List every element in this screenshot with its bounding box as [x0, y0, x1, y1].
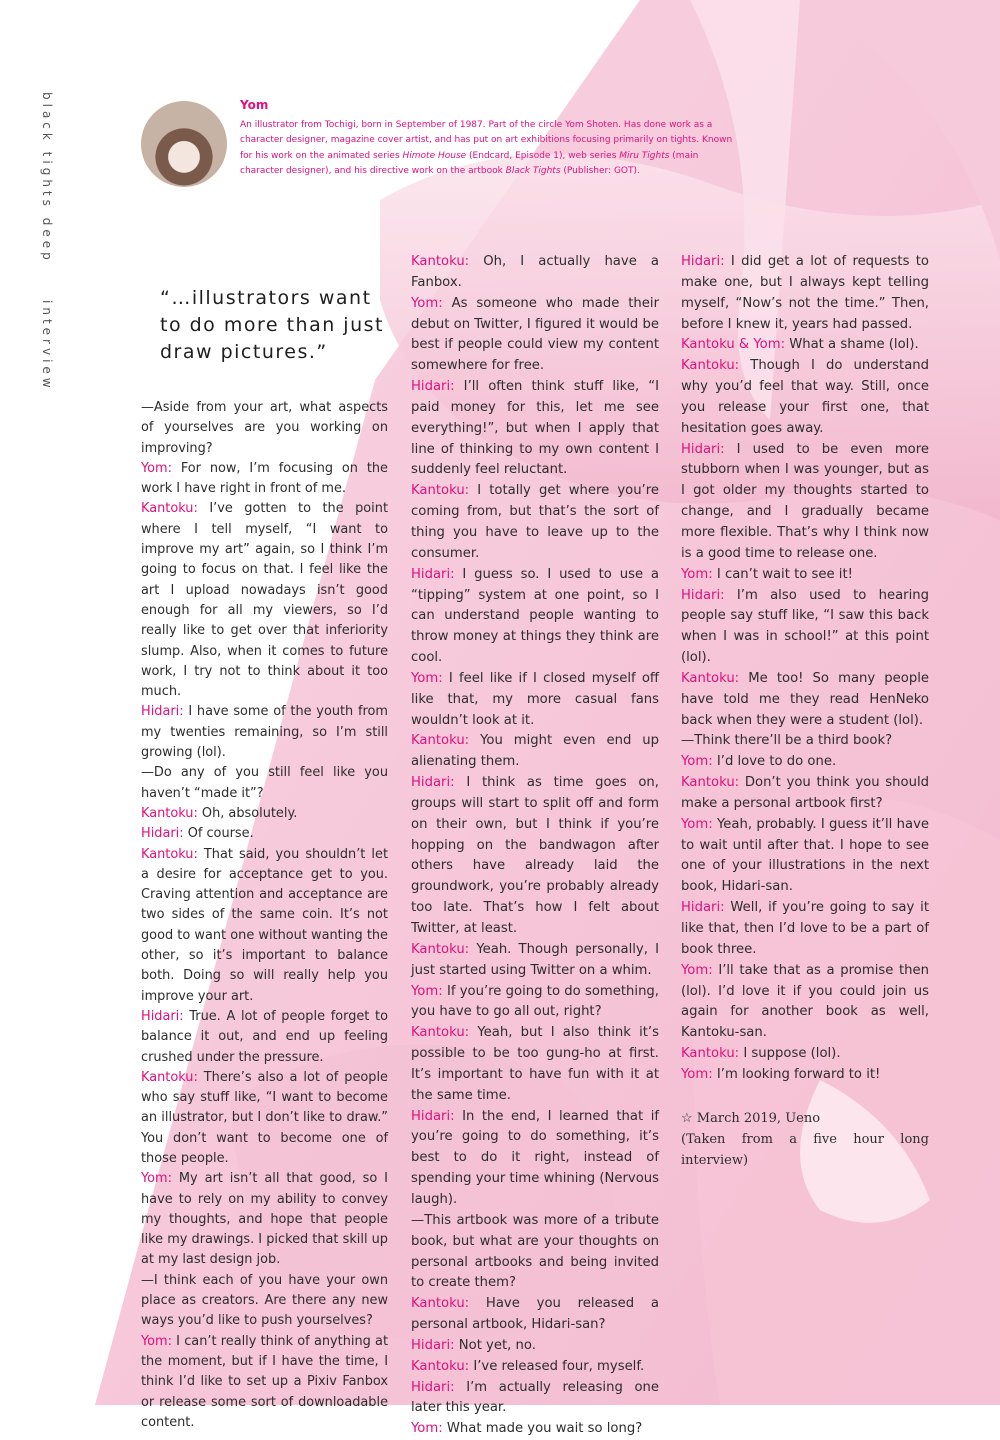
dialogue-line	[411, 731, 659, 773]
side-title: black tights deep	[40, 92, 54, 264]
interviewer-question	[141, 398, 388, 459]
speaker-label: Yom:	[681, 566, 713, 582]
dialogue-text: Have you released a personal artbook, Hidari-san?	[411, 1296, 659, 1333]
dialogue-text: I’m actually releasing one later this year.	[411, 1379, 659, 1416]
column-2	[411, 252, 659, 1440]
dialogue-line	[411, 377, 659, 481]
speaker-label: Kantoku:	[681, 775, 740, 791]
dialogue-line	[411, 669, 659, 732]
bio-line3: (main character designer), and his directive work on the artbook	[240, 150, 699, 176]
dialogue-line	[681, 356, 929, 439]
dialogue-text: I can’t really think of anything at the moment, but if I have the time, I think I’d like to set up a Pixiv Fanbox or release some sort of downloadable content.	[141, 1333, 388, 1430]
dialogue-text: Of course.	[183, 826, 254, 842]
column-1	[141, 398, 388, 1433]
bio-work2: Miru Tights	[619, 150, 670, 161]
dialogue-text: I did get a lot of requests to make one, but I always kept telling myself, “Now’s not the time.” Then, before I knew it, years had passed.	[681, 254, 929, 332]
speaker-label: Hidari:	[411, 775, 455, 791]
footer-note-source: (Taken from a five hour long interview)	[681, 1131, 929, 1168]
interviewer-question	[411, 1211, 659, 1294]
speaker-label: Kantoku:	[411, 254, 470, 269]
column-3-body	[681, 252, 929, 1086]
speaker-label: Kantoku:	[411, 483, 470, 499]
dialogue-line	[681, 1044, 929, 1065]
dialogue-line	[411, 940, 659, 982]
speaker-label: Hidari:	[411, 379, 455, 395]
speaker-label: Hidari:	[141, 1008, 184, 1024]
speaker-label: Kantoku:	[141, 501, 198, 517]
dialogue-text: I’ll often think stuff like, “I paid money for this, let me see everything!”, but when I apply that line of thinking to my own content I suddenly feel reluctant.	[411, 379, 659, 478]
dialogue-text: My art isn’t all that good, so I have to rely on my ability to convey my thoughts, and hope that people like my drawings. I picked that skill up at my last design job.	[141, 1171, 388, 1268]
dialogue-text: Oh, I actually have a Fanbox.	[411, 254, 659, 290]
speaker-label: Yom:	[681, 962, 713, 978]
speaker-label: Hidari:	[411, 1337, 455, 1353]
dialogue-line	[681, 815, 929, 898]
running-section	[40, 300, 54, 392]
speaker-label: Yom:	[141, 460, 172, 476]
dialogue-line	[141, 1332, 388, 1433]
speaker-label: Kantoku:	[411, 733, 470, 749]
dialogue-text: I totally get where you’re coming from, but that’s the sort of thing you have to leave up to the consumer.	[411, 483, 659, 561]
footer-note-date: ☆ March 2019, Ueno	[681, 1110, 821, 1126]
dialogue-text: I’m looking forward to it!	[712, 1066, 881, 1082]
speaker-label: Yom:	[141, 1171, 172, 1187]
dialogue-text: —Think there’ll be a third book?	[681, 733, 893, 749]
dialogue-text: I suppose (lol).	[739, 1046, 841, 1062]
dialogue-line	[681, 586, 929, 669]
speaker-label: Yom:	[681, 754, 713, 770]
speaker-label: Hidari:	[681, 441, 725, 457]
dialogue-line	[681, 565, 929, 586]
dialogue-line	[681, 898, 929, 961]
bio-work3: Black Tights	[505, 165, 561, 176]
dialogue-text: As someone who made their debut on Twitter, I figured it would be best if people could view my content somewhere for free.	[411, 295, 659, 374]
dialogue-line	[681, 1065, 929, 1086]
bio-work1: Himote House	[402, 150, 467, 161]
dialogue-text: I’m also used to hearing people say stuff like, “I saw this back when I was in school!” at this point (lol).	[681, 587, 929, 666]
bio-line4: (Publisher: GOT).	[560, 165, 640, 176]
dialogue-line	[411, 252, 659, 294]
dialogue-text: Oh, absolutely.	[197, 805, 298, 821]
dialogue-text: Yeah, but I also think it’s possible to be too gung-ho at first. It’s important to have fun with it at the same time.	[411, 1025, 659, 1103]
dialogue-line	[411, 773, 659, 940]
dialogue-line	[141, 1068, 388, 1169]
speaker-label: Yom:	[411, 670, 443, 686]
speaker-label: Hidari:	[411, 1379, 455, 1395]
speaker-label: Kantoku:	[141, 846, 198, 862]
dialogue-text: Yeah. Though personally, I just started using Twitter on a whim.	[411, 941, 659, 978]
dialogue-text: —Aside from your art, what aspects of yourselves are you working on improving?	[141, 400, 388, 456]
dialogue-line	[141, 1007, 388, 1068]
dialogue-line	[411, 1419, 659, 1440]
interviewer-question	[141, 763, 388, 804]
bio-line1: An illustrator from Tochigi, born in September of 1987. Part of the circle Yom Shoten. Has done work as a character designer, magazine cover artist, and has put on art exhibitions focusing primarily on tights. Known for his work on the animated series	[240, 120, 733, 161]
speaker-label: Yom:	[411, 295, 443, 311]
dialogue-text: Yeah, probably. I guess it’ll have to wait until after that. I hope to see one of your illustrations in the next book, Hidari-san.	[681, 816, 929, 895]
dialogue-text: I think as time goes on, groups will start to split off and form on their own, but I think if you’re hopping on the bandwagon after others have already laid the groundwork, you’re probably already too late. That’s how I felt about Twitter, at least.	[411, 775, 659, 936]
dialogue-line	[141, 499, 388, 702]
dialogue-line	[681, 252, 929, 335]
dialogue-line	[411, 1023, 659, 1106]
interviewer-question	[141, 1271, 388, 1332]
dialogue-line	[411, 481, 659, 564]
speaker-label: Kantoku:	[681, 670, 740, 686]
speaker-label: Kantoku:	[141, 1069, 198, 1085]
dialogue-line	[681, 440, 929, 565]
speaker-label: Hidari:	[141, 826, 184, 842]
speaker-label: Kantoku:	[411, 941, 470, 957]
dialogue-text: What made you wait so long?	[442, 1421, 643, 1437]
dialogue-text: I’d love to do one.	[712, 754, 837, 770]
bio-name: Yom	[240, 98, 269, 112]
dialogue-line	[411, 1336, 659, 1357]
dialogue-line	[141, 459, 388, 500]
dialogue-line	[681, 752, 929, 773]
dialogue-text: True. A lot of people forget to balance it out, and end up feeling crushed under the pressure.	[141, 1008, 388, 1065]
speaker-label: Yom:	[681, 1066, 713, 1082]
dialogue-line	[411, 1378, 659, 1420]
speaker-label: Kantoku:	[411, 1358, 470, 1374]
dialogue-text: Well, if you’re going to say it like that, then I’d love to be a part of book three.	[681, 900, 929, 957]
speaker-label: Yom:	[411, 1421, 443, 1437]
speaker-label: Kantoku:	[411, 1296, 470, 1312]
avatar	[141, 101, 227, 187]
dialogue-line	[141, 824, 388, 844]
speaker-label: Kantoku:	[681, 1046, 740, 1062]
speaker-label: Yom:	[681, 816, 713, 832]
dialogue-line	[141, 804, 388, 824]
dialogue-text: You might even end up alienating them.	[411, 733, 659, 770]
dialogue-text: I have some of the youth from my twenties remaining, so I’m still growing (lol).	[141, 704, 388, 761]
dialogue-text: For now, I’m focusing on the work I have right in front of me.	[141, 460, 388, 497]
dialogue-line	[681, 961, 929, 1044]
dialogue-line	[411, 982, 659, 1024]
speaker-label: Hidari:	[411, 1108, 455, 1124]
dialogue-text: I’ve gotten to the point where I tell myself, “I want to improve my art” again, so I think I’m going to focus on that. I feel like the art I upload nowadays isn’t good enough for all my viewers, so I’d really like to get over that inferiority slump. Also, when it comes to future work, I try not to think about it too much.	[141, 501, 388, 700]
dialogue-text: —I think each of you have your own place as creators. Are there any new ways you’d like to push yourselves?	[141, 1272, 388, 1329]
dialogue-line	[681, 335, 929, 356]
dialogue-line	[681, 669, 929, 732]
dialogue-text: I’ll take that as a promise then (lol). I’d love it if you could join us again for another book as well, Kantoku-san.	[681, 962, 929, 1041]
dialogue-text: I guess so. I used to use a “tipping” system at one point, so I can understand people wanting to throw money at things they think are cool.	[411, 566, 659, 666]
dialogue-line	[141, 845, 388, 1007]
speaker-label: Hidari:	[141, 704, 184, 720]
dialogue-text: In the end, I learned that if you’re going to do something, it’s best to do it right, instead of spending your time whining (Nervous laugh).	[411, 1108, 659, 1207]
dialogue-text: I can’t wait to see it!	[712, 566, 853, 582]
speaker-label: Hidari:	[681, 587, 725, 603]
speaker-label: Kantoku:	[411, 1025, 470, 1041]
pull-quote: “…illustrators want to do more than just draw pictures.”	[160, 287, 384, 363]
dialogue-line	[411, 1294, 659, 1336]
dialogue-line	[411, 1107, 659, 1211]
speaker-label: Hidari:	[681, 900, 725, 916]
speaker-label: Kantoku & Yom:	[681, 337, 786, 353]
dialogue-line	[411, 565, 659, 669]
bio-block	[240, 98, 740, 179]
speaker-label: Yom:	[411, 983, 443, 999]
dialogue-text: That said, you shouldn’t let a desire for acceptance get to you. Craving attention and acceptance are two sides of the same coin. It’s not good to want one without wanting the other, so it’s important to balance both. Doing so will really help you improve your art.	[141, 846, 388, 1004]
dialogue-text: I’ve released four, myself.	[469, 1358, 645, 1374]
dialogue-text: Though I do understand why you’d feel that way. Still, once you release your first one, that hesitation goes away.	[681, 358, 929, 436]
dialogue-line	[141, 702, 388, 763]
running-header	[40, 92, 54, 264]
column-3	[681, 252, 929, 1171]
dialogue-line	[681, 773, 929, 815]
bio-line2: (Endcard, Episode 1), web series	[466, 150, 620, 161]
dialogue-text: If you’re going to do something, you have to go all out, right?	[411, 983, 659, 1020]
dialogue-text: —This artbook was more of a tribute book, but what are your thoughts on personal artbooks and being invited to create them?	[411, 1212, 659, 1291]
dialogue-line	[411, 1357, 659, 1378]
interviewer-question	[681, 731, 929, 752]
dialogue-line	[141, 1169, 388, 1270]
speaker-label: Yom:	[141, 1333, 172, 1349]
dialogue-text: What a shame (lol).	[785, 337, 919, 353]
dialogue-text: Don’t you think you should make a personal artbook first?	[681, 775, 929, 811]
speaker-label: Kantoku:	[141, 805, 198, 821]
dialogue-text: —Do any of you still feel like you haven’t “made it”?	[141, 765, 388, 801]
speaker-label: Kantoku:	[681, 358, 740, 374]
dialogue-text: I feel like if I closed myself off like that, my more casual fans wouldn’t look at it.	[411, 670, 659, 728]
dialogue-line	[411, 294, 659, 377]
dialogue-text: There’s also a lot of people who say stuff like, “I want to become an illustrator, but I don’t like to draw.” You don’t want to become one of those people.	[141, 1069, 388, 1166]
dialogue-text: Me too! So many people have told me they read HenNeko back when they were a student (lol).	[681, 670, 929, 728]
speaker-label: Hidari:	[411, 566, 455, 582]
dialogue-text: I used to be even more stubborn when I was younger, but as I got older my thoughts started to change, and I gradually became more flexible. That’s why I think now is a good time to release one.	[681, 441, 929, 561]
dialogue-text: Not yet, no.	[454, 1337, 536, 1353]
bio-text	[240, 118, 740, 179]
side-section: interview	[40, 300, 54, 392]
speaker-label: Hidari:	[681, 254, 725, 269]
